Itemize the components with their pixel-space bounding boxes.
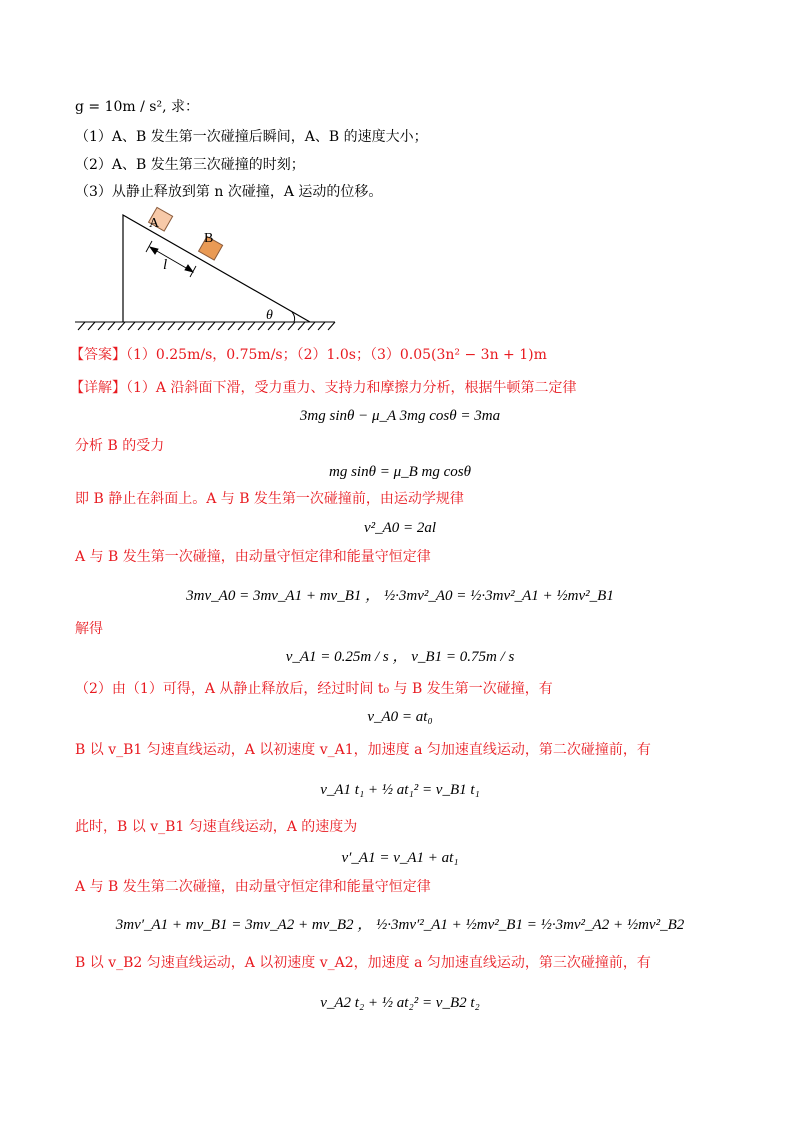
solution-line-9: A 与 B 发生第二次碰撞，由动量守恒定律和能量守恒定律 (75, 879, 431, 895)
incline-wedge (123, 215, 310, 322)
distance-arrow (146, 241, 196, 277)
label-l: l (163, 257, 168, 273)
equation-10: v_A2 t₂ + ½ at₂² = v_B2 t₂ (320, 995, 480, 1011)
solution-line-4: A 与 B 发生第一次碰撞，由动量守恒定律和能量守恒定律 (75, 549, 431, 565)
solution-tag: 【详解】 (70, 380, 126, 396)
solution-line-7: B 以 v_B1 匀速直线运动，A 以初速度 v_A1，加速度 a 匀加速直线运动，第二次碰撞前，有 (75, 742, 651, 758)
equation-4: 3mv_A0 = 3mv_A1 + mv_B1 ， ½·3mv²_A0 = ½·3mv²_A1 + ½mv²_B1 (186, 588, 614, 604)
solution-line-3: 即 B 静止在斜面上。A 与 B 发生第一次碰撞前，由运动学规律 (75, 491, 464, 507)
problem-intro: g = 10m / s², 求： (75, 99, 199, 115)
equation-1: 3mg sinθ − μ_A 3mg cosθ = 3ma (299, 408, 501, 424)
question-1: （1）A、B 发生第一次碰撞后瞬间，A、B 的速度大小； (75, 129, 428, 145)
label-a: A (149, 216, 160, 231)
solution-line-8: 此时，B 以 v_B1 匀速直线运动，A 的速度为 (75, 819, 358, 835)
question-2: （2）A、B 发生第三次碰撞的时刻； (75, 157, 305, 173)
label-theta: θ (266, 308, 273, 323)
equation-2: mg sinθ = μ_B mg cosθ (329, 464, 471, 480)
incline-figure (70, 205, 340, 340)
answer-text: （1）0.25m/s，0.75m/s；（2）1.0s；（3）0.05(3n² − 3n + 1)m (126, 347, 547, 363)
solution-line-6: （2）由（1）可得，A 从静止释放后，经过时间 t₀ 与 B 发生第一次碰撞，有 (75, 681, 553, 697)
solution-line-5: 解得 (75, 621, 103, 637)
question-3: （3）从静止释放到第 n 次碰撞，A 运动的位移。 (75, 184, 383, 200)
answer-tag: 【答案】 (70, 347, 126, 363)
equation-6: v_A0 = at₀ (367, 709, 433, 725)
label-b: B (204, 231, 214, 246)
equation-3: v²_A0 = 2al (363, 520, 437, 536)
equation-5: v_A1 = 0.25m / s ， v_B1 = 0.75m / s (285, 649, 515, 665)
answer-line (70, 346, 547, 364)
ground-hatching (75, 322, 335, 330)
solution-line-10: B 以 v_B2 匀速直线运动，A 以初速度 v_A2，加速度 a 匀加速直线运动，第三次碰撞前，有 (75, 955, 651, 971)
solution-line-1 (70, 379, 576, 397)
equation-8: v′_A1 = v_A1 + at₁ (341, 850, 459, 866)
equation-9: 3mv′_A1 + mv_B1 = 3mv_A2 + mv_B2 ， ½·3mv′²_A1 + ½mv²_B1 = ½·3mv²_A2 + ½mv²_B2 (115, 917, 685, 933)
solution-text-1: （1）A 沿斜面下滑，受力重力、支持力和摩擦力分析，根据牛顿第二定律 (126, 380, 577, 396)
solution-line-2: 分析 B 的受力 (75, 438, 165, 454)
equation-7: v_A1 t₁ + ½ at₁² = v_B1 t₁ (320, 782, 480, 798)
incline-diagram (70, 205, 340, 340)
